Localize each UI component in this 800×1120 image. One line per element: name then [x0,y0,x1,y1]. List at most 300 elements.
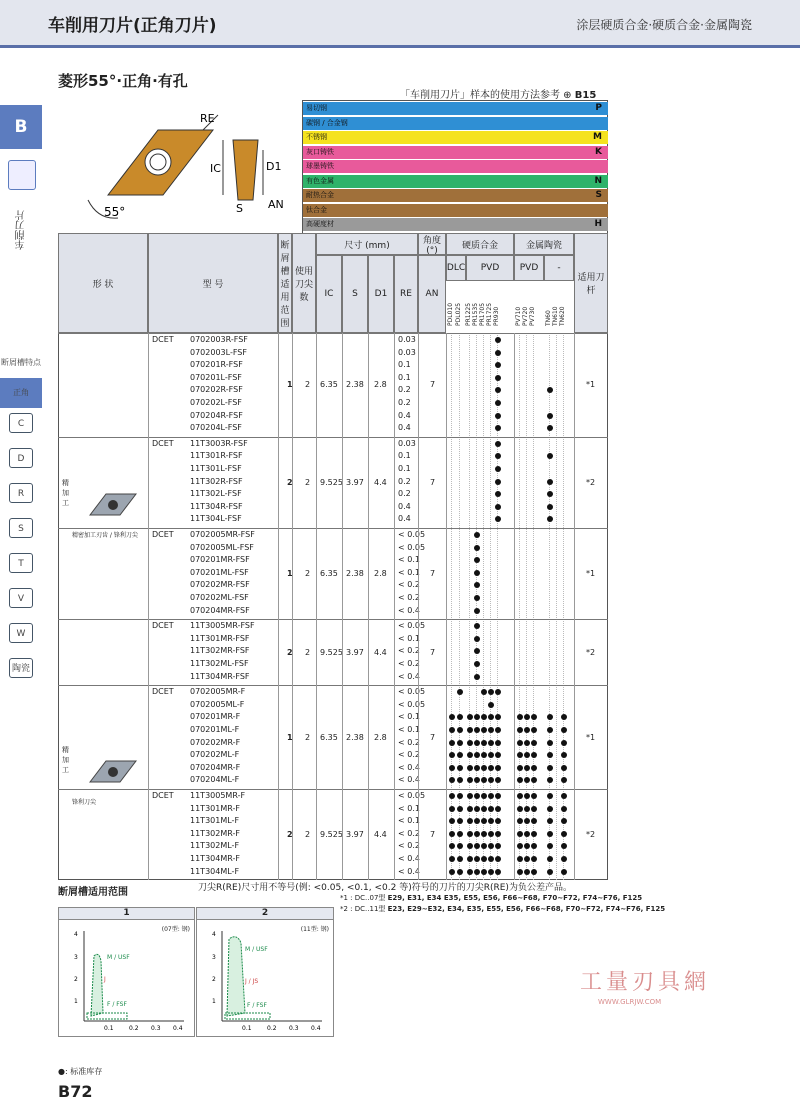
side-nav-item[interactable] [0,483,42,513]
an-value: 7 [430,732,436,742]
model-number: 11T304L-FSF [190,514,242,524]
range-graph-2 [196,907,334,1037]
graph-1-note: (07型: 钢) [161,926,190,933]
stock-dot [561,740,567,746]
side-nav-label: 正角 [13,388,29,397]
re-value: < 0.2 [398,580,420,590]
stock-dot [457,727,463,733]
svg-text:3: 3 [212,954,216,961]
stock-dot [531,806,537,812]
stock-dot [495,413,501,419]
group-divider [58,437,608,438]
model-number: 0702005ML-FSF [190,542,254,552]
stock-dot [474,532,480,538]
model-number: 11T301MR-F [190,803,240,813]
side-nav-label: D [9,448,33,468]
stock-dot [547,765,553,771]
d1-value: 4.4 [374,647,387,657]
svg-text:1: 1 [74,998,78,1005]
section-badge[interactable]: B [0,105,42,149]
range-number: 1 [287,732,293,742]
stock-dot [481,806,487,812]
an-value: 7 [430,647,436,657]
an-value: 7 [430,477,436,487]
range-title: 断屑槽适用范围 [58,887,128,898]
re-value: 0.03 [398,335,416,344]
svg-text:F / FSF: F / FSF [247,1002,267,1009]
stock-dot [481,793,487,799]
stock-dot [474,661,480,667]
model-number: 0702005MR-F [190,687,246,697]
material-name: 易切钢 [306,104,327,112]
stock-dot [474,674,480,680]
header-size: 尺寸 (mm) [316,233,418,255]
header-shape: 形 状 [58,233,148,333]
re-value: < 0.05 [398,530,426,539]
re-value: < 0.05 [398,687,426,697]
stock-dot [547,856,553,862]
model-number: 11T304MR-FSF [190,671,250,681]
column-line [278,333,279,880]
stock-dot [495,441,501,447]
stock-dot [547,869,553,875]
svg-text:J: J [104,976,106,983]
material-name: 高硬度材 [306,220,334,228]
application-label: 精加工 [62,479,69,507]
material-name: 有色金属 [306,176,334,185]
side-nav-item[interactable] [0,413,42,443]
holder-ref: *2 [586,477,596,487]
header-range: 断屑槽适用范围 [278,233,292,333]
model-prefix: DCET [152,621,174,631]
model-number: 070204MR-F [190,762,241,772]
section-subtitle: 菱形55°·正角·有孔 [58,72,188,90]
stock-dot [495,806,501,812]
re-value: < 0.05 [398,791,426,800]
material-row [303,218,608,231]
stock-dot [457,806,463,812]
stock-dot [531,869,537,875]
stock-dot [531,793,537,799]
stock-dot [524,806,530,812]
svg-text:M / USF: M / USF [107,954,130,961]
insert-drawing [58,100,303,233]
side-nav-label: V [9,588,33,608]
svg-text:0.3: 0.3 [289,1025,299,1032]
side-nav-item[interactable] [0,448,42,478]
material-name: 不锈钢 [306,133,327,141]
holder-ref: *1 [586,732,596,742]
re-value: < 0.2 [398,646,420,656]
holder-ref: *1 [586,380,596,390]
stock-dot [474,595,480,601]
s-value: 3.97 [346,830,364,840]
group-divider [58,528,608,529]
model-number: 070202MR-F [190,737,241,747]
reference-text: 「车削用刀片」样本的使用方法参考 [400,90,560,101]
svg-text:0.1: 0.1 [104,1025,114,1032]
model-number: 11T302MR-FSF [190,646,250,656]
side-nav-item[interactable] [0,518,42,548]
stock-dot [457,869,463,875]
grade-label: PR1535 [472,302,479,326]
stock-dot [449,727,455,733]
re-value: < 0.4 [398,854,420,863]
grade-label: TN60 [545,310,552,326]
grade-label: TN610 [552,306,559,326]
stock-dot [547,740,553,746]
stock-dot [474,806,480,812]
material-row [303,131,608,144]
header-cemented: 硬质合金 [446,233,514,255]
column-line [292,333,293,880]
graph-2-plot [197,921,335,1037]
stock-dot [457,856,463,862]
stock-dot [495,831,501,837]
stock-dot [449,806,455,812]
material-name: 灰口铸铁 [306,147,334,156]
model-prefix: DCET [152,438,174,448]
re-value: < 0.1 [398,712,420,722]
shape-caption: 精密加工刃齿 / 锋利刀尖 [72,532,138,539]
re-value: < 0.4 [398,671,420,681]
reference-code: B15 [574,90,597,101]
model-number: 070201R-FSF [190,360,243,370]
re-value: < 0.4 [398,866,420,876]
edge-count: 2 [305,647,311,657]
model-number: 11T301MR-FSF [190,633,250,643]
svg-text:3: 3 [74,954,78,961]
svg-text:J / JS: J / JS [245,978,259,985]
material-letter: H [594,219,602,229]
graph-1-plot [59,921,196,1037]
stock-dot [474,831,480,837]
re-value: 0.03 [398,347,416,357]
stock-dot [517,856,523,862]
model-number: 070204R-FSF [190,410,243,420]
grade-label: PV710 [515,306,522,326]
model-number: 070201L-FSF [190,372,242,382]
stock-dot [474,793,480,799]
grade-label: PR1705 [479,302,486,326]
side-nav-label: 断屑槽特点 [1,358,41,367]
stock-dot [488,727,494,733]
ic-value: 9.525 [320,830,343,840]
graph-2-note: (11型: 钢) [300,926,329,933]
material-name: 碳钢 / 合金钢 [306,118,348,127]
stock-dot [531,740,537,746]
header-dlc: DLC [446,255,466,281]
stock-dot [488,740,494,746]
stock-dot [488,856,494,862]
stock-dot [488,869,494,875]
header-angle: 角度(°) [418,233,446,255]
model-number: 070204MR-FSF [190,605,250,615]
stock-dot [524,856,530,862]
side-nav-item[interactable] [0,378,42,408]
stock-dot [467,806,473,812]
re-value: < 0.2 [398,750,420,760]
material-row [303,204,608,217]
side-nav-label: R [9,483,33,503]
re-value: < 0.2 [398,828,420,838]
stock-dot [467,740,473,746]
stock-dot [561,727,567,733]
graph-1-title: 1 [59,908,194,920]
column-line [418,333,419,880]
insert-category-icon [8,160,36,190]
side-nav [0,348,42,688]
grade-label: PR930 [493,306,500,326]
svg-text:0.3: 0.3 [151,1025,161,1032]
stock-dot [495,504,501,510]
ic-value: 6.35 [320,732,338,742]
model-number: 070202ML-FSF [190,593,249,602]
range-number: 2 [287,830,293,840]
header-dash: - [544,255,574,281]
stock-dot [495,727,501,733]
holder-ref: *1 [586,569,596,579]
model-number: 11T3003R-FSF [190,438,248,448]
material-row [303,175,608,188]
re-value: < 0.4 [398,762,420,772]
stock-dot [561,793,567,799]
holder-ref: *2 [586,647,596,657]
stock-dot [474,765,480,771]
re-value: 0.2 [398,385,411,395]
stock-dot [481,869,487,875]
grade-column-line [556,333,557,880]
model-prefix: DCET [152,335,174,344]
re-value: < 0.2 [398,737,420,747]
model-number: 070201ML-F [190,725,240,734]
model-number: 11T304MR-F [190,854,240,863]
stock-dot [481,740,487,746]
stock-dot [547,727,553,733]
model-prefix: DCET [152,791,174,800]
group-divider [58,789,608,790]
re-value: 0.4 [398,423,411,433]
page-title: 车削用刀片(正角刀片) [48,16,217,36]
material-name: 钛合金 [306,205,327,214]
model-number: 070201MR-FSF [190,555,250,565]
stock-dot [495,479,501,485]
grade-label: PV730 [529,306,536,326]
stock-dot [495,466,501,472]
ic-value: 9.525 [320,477,343,487]
stock-dot [449,765,455,771]
label-angle: 55° [104,205,126,219]
ic-value: 6.35 [320,380,338,390]
svg-text:2: 2 [212,976,216,983]
stock-dot [474,545,480,551]
edge-count: 2 [305,732,311,742]
stock-dot [561,765,567,771]
re-value: 0.2 [398,476,411,486]
model-number: 11T302MR-F [190,828,240,838]
holder-ref: *2 [586,830,596,840]
stock-dot [517,727,523,733]
column-line [514,333,515,880]
side-nav-label: T [9,553,33,573]
re-value: < 0.2 [398,659,420,668]
side-nav-item[interactable] [0,658,42,688]
model-number: 11T304ML-F [190,866,240,876]
model-number: 11T301R-FSF [190,451,243,461]
stock-dot [467,856,473,862]
an-value: 7 [430,830,436,840]
range-number: 1 [287,569,293,579]
grade-label: PDL025 [455,302,462,326]
insert-photo [88,490,138,520]
stock-dot [474,727,480,733]
d1-value: 2.8 [374,732,387,742]
model-number: 070202L-FSF [190,398,242,407]
re-value: < 0.2 [398,841,420,851]
stock-dot [488,702,494,708]
model-number: 11T302ML-FSF [190,659,249,668]
range-number: 1 [287,380,293,390]
stock-dot [457,793,463,799]
side-nav-label: C [9,413,33,433]
material-name: 耐热合金 [306,191,334,199]
re-value: < 0.1 [398,816,420,826]
an-value: 7 [430,380,436,390]
insert-photo [88,757,138,787]
model-prefix: DCET [152,530,174,539]
d1-value: 2.8 [374,380,387,390]
svg-text:0.4: 0.4 [173,1025,183,1032]
stock-dot [561,869,567,875]
re-value: 0.4 [398,410,411,420]
header-re: RE [394,255,418,333]
re-value: < 0.1 [398,803,420,813]
stock-dot [457,740,463,746]
stock-dot [449,740,455,746]
re-value: < 0.05 [398,699,426,709]
stock-dot [495,337,501,343]
material-letter: S [595,190,602,200]
model-number: 0702003R-FSF [190,335,248,344]
stock-dot [488,806,494,812]
grade-label: PR1725 [486,302,493,326]
stock-dot [547,413,553,419]
stock-dot [467,869,473,875]
s-value: 2.38 [346,569,364,579]
stock-dot [457,831,463,837]
edge-count: 2 [305,380,311,390]
header-holder: 适用刀杆 [574,233,608,333]
material-letter: K [595,146,602,157]
svg-text:4: 4 [74,931,78,938]
re-value: < 0.1 [398,725,420,734]
header-cermet: 金属陶瓷 [514,233,574,255]
insert-diagram [58,100,303,233]
reference-link[interactable]: 「车削用刀片」样本的使用方法参考 ⊕ B15 [400,90,597,101]
stock-dot [495,400,501,406]
model-number: 070202MR-FSF [190,580,250,590]
side-nav-label: S [9,518,33,538]
stock-dot [495,740,501,746]
header-an: AN [418,255,446,333]
page-number: B72 [58,1082,93,1101]
side-nav-item[interactable] [0,553,42,583]
stock-dot [474,740,480,746]
column-line [368,333,369,880]
re-value: < 0.1 [398,567,420,577]
side-nav-item[interactable] [0,588,42,618]
header-pvd: PVD [466,255,514,281]
svg-text:2: 2 [74,976,78,983]
holder-1: *1 : DC..07型 E29, E31, E34 E35, E55, E56, F66~F68, F70~F72, F74~F76, F125 [340,894,643,902]
stock-dot [481,765,487,771]
watermark: 工量刃具網 [580,970,711,995]
stock-dot [474,636,480,642]
label-s: S [236,202,243,215]
stock-dot [531,727,537,733]
stock-dot [517,806,523,812]
re-value: 0.1 [398,360,411,370]
group-divider [58,619,608,620]
re-value: 0.2 [398,489,411,499]
stock-dot [457,765,463,771]
s-value: 3.97 [346,647,364,657]
stock-dot [449,856,455,862]
edge-count: 2 [305,477,311,487]
stock-dot [547,806,553,812]
header-s: S [342,255,368,333]
column-line [446,333,447,880]
re-value: < 0.4 [398,775,420,785]
material-letter: N [594,175,602,186]
d1-value: 4.4 [374,830,387,840]
grade-label: PDL010 [447,302,454,326]
graph-2-title: 2 [197,908,333,920]
grade-label: PR1225 [465,302,472,326]
stock-dot [517,831,523,837]
model-number: 070201ML-FSF [190,567,249,577]
watermark-url: WWW.GLRJW.COM [598,998,662,1006]
side-nav-label: W [9,623,33,643]
holder-2: *2 : DC..11型 E23, E29~E32, E34, E35, E55, E56, F66~F68, F70~F72, F74~F76, F125 [340,905,666,913]
grade-label: PV720 [522,306,529,326]
model-number: 0702003L-FSF [190,347,247,357]
label-an: AN [268,198,284,211]
model-number: 070201MR-F [190,712,241,722]
stock-dot [467,793,473,799]
stock-dot [561,856,567,862]
d1-value: 2.8 [374,569,387,579]
material-row [303,160,608,173]
stock-dot [531,831,537,837]
stock-dot [561,806,567,812]
stock-dot [481,856,487,862]
model-number: 070204L-FSF [190,423,242,433]
material-row [303,146,608,159]
model-number: 11T302R-FSF [190,476,243,486]
header-edges: 使用刀尖数 [292,233,316,333]
svg-text:0.1: 0.1 [242,1025,252,1032]
header-ic: IC [316,255,342,333]
stock-dot [547,504,553,510]
re-value: < 0.1 [398,555,420,565]
model-number: 070202R-FSF [190,385,243,395]
footnote: 刀尖R(RE)尺寸用不等号(例: <0.05, <0.1, <0.2 等)符号的刀片的刀尖R(RE)为负公差产品。 [198,883,572,893]
grade-label: TN620 [559,306,566,326]
side-nav-item[interactable] [0,348,42,378]
side-nav-item[interactable] [0,623,42,653]
stock-dot [488,831,494,837]
